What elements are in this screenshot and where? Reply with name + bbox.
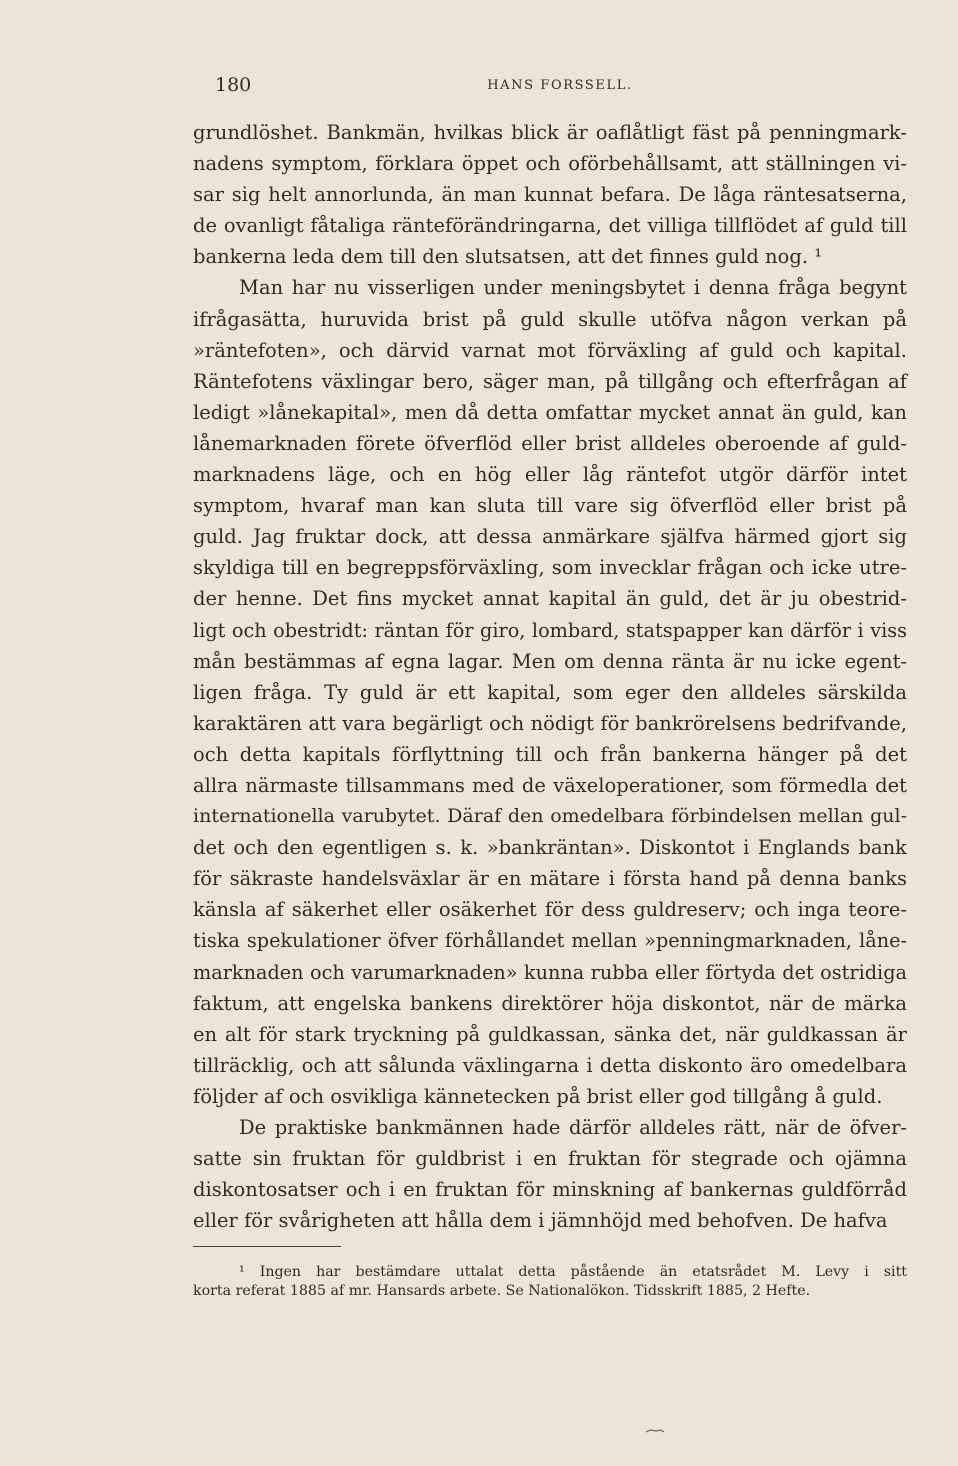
- text-line: ligen fråga. Ty guld är ett kapital, som eger den alldeles särskilda: [193, 680, 907, 704]
- text-line: grundlöshet. Bankmän, hvilkas blick är oaflåtligt fäst på penningmark-: [193, 121, 907, 144]
- text-line: känsla af säkerhet eller osäkerhet för dess guldreserv; och inga teore-: [193, 898, 907, 922]
- text-line: de ovanligt fåtaliga ränteförändringarna, det villiga tillflödet af guld till: [193, 214, 907, 238]
- text-line: karaktären att vara begärligt och nödigt för bankrörelsens bedrifvande,: [193, 711, 907, 735]
- text-line: det och den egentligen s. k. »bankräntan». Diskontot i Englands bank: [193, 836, 907, 860]
- text-line: »räntefoten», och därvid varnat mot förväxling af guld och kapital.: [193, 338, 907, 362]
- body-text: [193, 117, 907, 1236]
- text-line: skyldiga till en begreppsförväxling, som invecklar frågan och icke utre-: [193, 556, 907, 580]
- text-line: tillräcklig, och att sålunda växlingarna i detta diskonto äro omedelbara: [193, 1053, 907, 1077]
- text-line: en alt för stark tryckning på guldkassan, sänka det, när guldkassan är: [193, 1022, 907, 1046]
- text-line: faktum, att engelska bankens direktörer höja diskontot, när de märka: [193, 991, 907, 1015]
- text-line: bankerna leda dem till den slutsatsen, att det finnes guld nog. ¹: [193, 245, 823, 269]
- text-line: för säkraste handelsväxlar är en mätare i första hand på denna banks: [193, 867, 907, 891]
- text-line: ifrågasätta, huruvida brist på guld skulle utöfva någon verkan på: [193, 307, 907, 331]
- text-line: mån bestämmas af egna lagar. Men om denna ränta är nu icke egent-: [193, 649, 907, 673]
- page-number: 180: [215, 74, 252, 96]
- text-line: tiska spekulationer öfver förhållandet mellan »penningmarknaden, låne-: [193, 929, 907, 953]
- text-line: diskontosatser och i en fruktan för minskning af bankernas guldförråd: [193, 1178, 907, 1202]
- text-line: ledigt »lånekapital», men då detta omfattar mycket annat än guld, kan: [193, 400, 907, 424]
- footnotes: [193, 1263, 907, 1300]
- text-line: lånemarknaden förete öfverflöd eller brist alldeles oberoende af guld-: [193, 431, 907, 455]
- text-line: internationella varubytet. Däraf den omedelbara förbindelsen mellan gul-: [193, 805, 907, 828]
- text-line: marknaden och varumarknaden» kunna rubba eller förtyda det ostridiga: [193, 960, 907, 984]
- page-header: [215, 74, 905, 102]
- footnote-line: ¹ Ingen har bestämdare uttalat detta påstående än etatsrådet M. Levy i sitt: [239, 1264, 907, 1280]
- text-line: marknadens läge, och en hög eller låg räntefot utgör därför intet: [193, 463, 907, 487]
- text-line: ligt och obestridt: räntan för giro, lombard, statspapper kan därför i viss: [193, 618, 907, 642]
- text-line: guld. Jag fruktar dock, att dessa anmärkare själfva härmed gjort sig: [193, 525, 907, 549]
- text-line: Man har nu visserligen under meningsbytet i denna fråga begynt: [239, 276, 907, 300]
- text-line: symptom, hvaraf man kan sluta till vare sig öfverflöd eller brist på: [193, 494, 907, 518]
- text-line: följder af och osvikliga kännetecken på brist eller god tillgång å guld.: [193, 1084, 883, 1108]
- text-line: allra närmaste tillsammans med de växeloperationer, som förmedla det: [193, 773, 907, 797]
- text-line: sar sig helt annorlunda, än man kunnat befara. De låga räntesatserna,: [193, 183, 907, 207]
- running-head: HANS FORSSELL.: [487, 78, 633, 93]
- footnote-rule: [193, 1246, 341, 1247]
- ink-smudge-mark: [645, 1428, 665, 1434]
- text-line: och detta kapitals förflyttning till och från bankerna hänger på det: [193, 742, 907, 766]
- text-line: eller för svårigheten att hålla dem i jämnhöjd med behofven. De hafva: [193, 1209, 888, 1233]
- text-line: Räntefotens växlingar bero, säger man, på tillgång och efterfrågan af: [193, 369, 907, 393]
- text-line: der henne. Det fins mycket annat kapital än guld, det är ju obestrid-: [193, 587, 907, 611]
- footnote-line: korta referat 1885 af mr. Hansards arbete. Se Nationalökon. Tidsskrift 1885, 2 Hefte.: [193, 1282, 811, 1299]
- text-line: De praktiske bankmännen hade därför alldeles rätt, när de öfver-: [239, 1116, 907, 1139]
- text-line: satte sin fruktan för guldbrist i en fruktan för stegrade och ojämna: [193, 1147, 907, 1171]
- text-line: nadens symptom, förklara öppet och oförbehållsamt, att ställningen vi-: [193, 152, 907, 176]
